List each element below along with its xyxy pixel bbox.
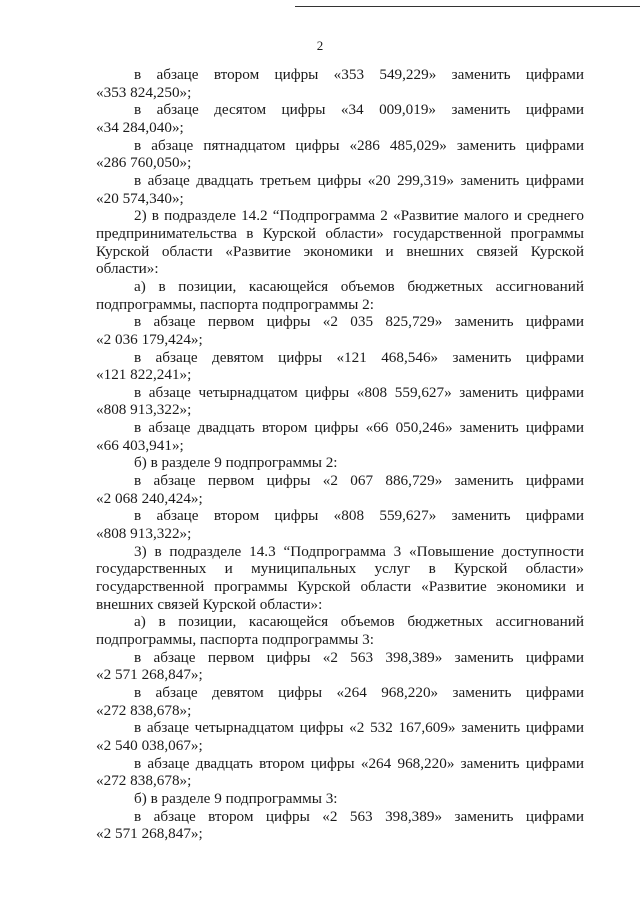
header-rule xyxy=(295,6,640,7)
text-line: в абзаце двадцать втором цифры «66 050,246» заменить цифрами xyxy=(134,419,584,437)
text-line: «2 036 179,424»; xyxy=(96,330,203,348)
text-line: «272 838,678»; xyxy=(96,772,192,790)
text-line: в абзаце двадцать втором цифры «264 968,220» заменить цифрами xyxy=(134,754,584,772)
text-line: 3) в подразделе 14.3 “Подпрограмма 3 «Повышение доступности xyxy=(134,542,584,560)
text-line: области»: xyxy=(96,260,159,278)
text-line: «353 824,250»; xyxy=(96,83,192,101)
text-line: «2 571 268,847»; xyxy=(96,666,203,684)
text-line: в абзаце девятом цифры «121 468,546» заменить цифрами xyxy=(134,348,584,366)
text-line: б) в разделе 9 подпрограммы 3: xyxy=(134,789,338,807)
text-line: в абзаце девятом цифры «264 968,220» заменить цифрами xyxy=(134,683,584,701)
document-body xyxy=(96,66,584,843)
text-line: в абзаце втором цифры «2 563 398,389» заменить цифрами xyxy=(134,807,584,825)
text-line: государственной программы Курской области «Развитие экономики и xyxy=(96,578,584,596)
text-line: «808 913,322»; xyxy=(96,525,192,543)
text-line: внешних связей Курской области»: xyxy=(96,595,323,613)
text-line: в абзаце первом цифры «2 067 886,729» заменить цифрами xyxy=(134,472,584,490)
text-line: в абзаце десятом цифры «34 009,019» заменить цифрами xyxy=(134,101,584,119)
text-line: а) в позиции, касающейся объемов бюджетных ассигнований xyxy=(134,613,584,631)
text-line: «2 068 240,424»; xyxy=(96,489,203,507)
text-line: «2 571 268,847»; xyxy=(96,825,203,843)
text-line: «66 403,941»; xyxy=(96,436,184,454)
text-line: а) в позиции, касающейся объемов бюджетных ассигнований xyxy=(134,277,584,295)
text-line: «286 760,050»; xyxy=(96,154,192,172)
text-line: «34 284,040»; xyxy=(96,118,184,136)
text-line: государственных и муниципальных услуг в Курской области» xyxy=(96,560,584,578)
text-line: 2) в подразделе 14.2 “Подпрограмма 2 «Развитие малого и среднего xyxy=(134,207,584,225)
text-line: б) в разделе 9 подпрограммы 2: xyxy=(134,454,338,472)
text-line: в абзаце четырнадцатом цифры «808 559,627» заменить цифрами xyxy=(134,383,584,401)
text-line: предпринимательства в Курской области» государственной программы xyxy=(96,224,584,242)
text-line: подпрограммы, паспорта подпрограммы 2: xyxy=(96,295,374,313)
text-line: Курской области «Развитие экономики и внешних связей Курской xyxy=(96,242,584,260)
text-line: в абзаце первом цифры «2 563 398,389» заменить цифрами xyxy=(134,648,584,666)
text-line: в абзаце втором цифры «353 549,229» заменить цифрами xyxy=(134,66,584,83)
text-line: в абзаце втором цифры «808 559,627» заменить цифрами xyxy=(134,507,584,525)
text-line: в абзаце двадцать третьем цифры «20 299,319» заменить цифрами xyxy=(134,171,584,189)
text-line: «272 838,678»; xyxy=(96,701,192,719)
text-line: в абзаце первом цифры «2 035 825,729» заменить цифрами xyxy=(134,313,584,331)
text-line: подпрограммы, паспорта подпрограммы 3: xyxy=(96,631,374,648)
text-line: в абзаце пятнадцатом цифры «286 485,029» заменить цифрами xyxy=(134,136,584,154)
text-line: «121 822,241»; xyxy=(96,366,192,384)
text-line: «808 913,322»; xyxy=(96,401,192,419)
text-line: «20 574,340»; xyxy=(96,189,184,207)
text-line: «2 540 038,067»; xyxy=(96,736,203,754)
page-number: 2 xyxy=(316,38,324,53)
text-line: в абзаце четырнадцатом цифры «2 532 167,609» заменить цифрами xyxy=(134,719,584,737)
